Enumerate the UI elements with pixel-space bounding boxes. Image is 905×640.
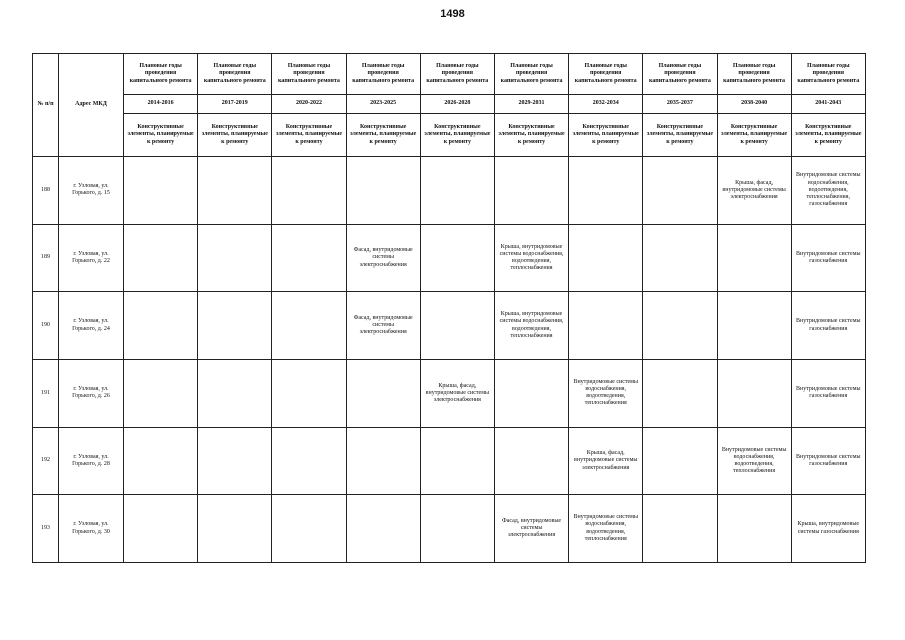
- repair-cell: [494, 427, 568, 495]
- header-elements: Конструктивные элементы, планируемые к ремонту: [494, 114, 568, 157]
- header-planned-years: Плановые годы проведения капитального ремонта: [643, 54, 717, 95]
- row-address: г. Узловая, ул. Горького, д. 15: [59, 157, 124, 225]
- repair-cell: [124, 157, 198, 225]
- row-number: 188: [33, 157, 59, 225]
- header-elements: Конструктивные элементы, планируемые к ремонту: [791, 114, 865, 157]
- row-address: г. Узловая, ул. Горького, д. 26: [59, 359, 124, 427]
- period-2014-2016: 2014-2016: [124, 95, 198, 114]
- repair-cell: Внутридомовые системы газоснабжения: [791, 427, 865, 495]
- header-planned-years: Плановые годы проведения капитального ремонта: [717, 54, 791, 95]
- header-elements: Конструктивные элементы, планируемые к ремонту: [198, 114, 272, 157]
- header-planned-years: Плановые годы проведения капитального ремонта: [494, 54, 568, 95]
- period-2017-2019: 2017-2019: [198, 95, 272, 114]
- repair-cell: [494, 359, 568, 427]
- header-address: Адрес МКД: [59, 54, 124, 157]
- repair-cell: Фасад, внутридомовые системы электроснабжения: [346, 224, 420, 292]
- table-row: [33, 359, 866, 427]
- repair-cell: Фасад, внутридомовые системы электроснабжения: [346, 292, 420, 360]
- period-2020-2022: 2020-2022: [272, 95, 346, 114]
- repair-cell: Внутридомовые системы газоснабжения: [791, 224, 865, 292]
- header-num: № п/п: [33, 54, 59, 157]
- page-number: 1498: [440, 8, 465, 20]
- repair-cell: [420, 495, 494, 563]
- period-2041-2043: 2041-2043: [791, 95, 865, 114]
- row-address: г. Узловая, ул. Горького, д. 22: [59, 224, 124, 292]
- repair-cell: [124, 224, 198, 292]
- repair-cell: Внутридомовые системы газоснабжения: [791, 359, 865, 427]
- repair-cell: [643, 427, 717, 495]
- repair-cell: [198, 157, 272, 225]
- header-planned-years: Плановые годы проведения капитального ремонта: [791, 54, 865, 95]
- repair-cell: [643, 359, 717, 427]
- period-2032-2034: 2032-2034: [569, 95, 643, 114]
- row-number: 191: [33, 359, 59, 427]
- repair-cell: Внутридомовые системы водоснабжения, водоотведения, теплоснабжения: [569, 359, 643, 427]
- header-elements: Конструктивные элементы, планируемые к ремонту: [420, 114, 494, 157]
- table-row: [33, 224, 866, 292]
- repair-cell: [272, 359, 346, 427]
- repair-cell: [717, 495, 791, 563]
- row-address: г. Узловая, ул. Горького, д. 24: [59, 292, 124, 360]
- repair-cell: [420, 224, 494, 292]
- repair-cell: [420, 427, 494, 495]
- table-row: [33, 292, 866, 360]
- repair-cell: [420, 292, 494, 360]
- repair-cell: [643, 292, 717, 360]
- row-number: 189: [33, 224, 59, 292]
- repair-cell: [124, 427, 198, 495]
- header-elements: Конструктивные элементы, планируемые к ремонту: [272, 114, 346, 157]
- header-elements: Конструктивные элементы, планируемые к ремонту: [717, 114, 791, 157]
- repair-cell: Крыша, внутридомовые системы водоснабжения, водоотведения, теплоснабжения: [494, 224, 568, 292]
- repair-cell: Крыша, фасад, внутридомовые системы электроснабжения: [569, 427, 643, 495]
- repair-cell: Крыша, фасад, внутридомовые системы электроснабжения: [717, 157, 791, 225]
- repair-cell: [420, 157, 494, 225]
- header-elements: Конструктивные элементы, планируемые к ремонту: [643, 114, 717, 157]
- repair-cell: Крыша, внутридомовые системы водоснабжения, водоотведения, теплоснабжения: [494, 292, 568, 360]
- repair-cell: [569, 157, 643, 225]
- row-address: г. Узловая, ул. Горького, д. 28: [59, 427, 124, 495]
- repair-cell: [198, 359, 272, 427]
- repair-cell: Внутридомовые системы газоснабжения: [791, 292, 865, 360]
- repair-cell: [717, 292, 791, 360]
- repair-cell: [124, 359, 198, 427]
- repair-cell: Внутридомовые системы водоснабжения, водоотведения, теплоснабжения: [569, 495, 643, 563]
- repair-cell: Внутридомовые системы водоснабжения, водоотведения, теплоснабжения, газоснабжения: [791, 157, 865, 225]
- header-planned-years: Плановые годы проведения капитального ремонта: [420, 54, 494, 95]
- repair-cell: Внутридомовые системы водоснабжения, водоотведения, теплоснабжения: [717, 427, 791, 495]
- repair-cell: Крыша, фасад, внутридомовые системы электроснабжения: [420, 359, 494, 427]
- header-planned-years: Плановые годы проведения капитального ремонта: [124, 54, 198, 95]
- header-elements: Конструктивные элементы, планируемые к ремонту: [346, 114, 420, 157]
- repair-cell: [272, 292, 346, 360]
- repair-cell: Фасад, внутридомовые системы электроснабжения: [494, 495, 568, 563]
- header-planned-years: Плановые годы проведения капитального ремонта: [346, 54, 420, 95]
- header-planned-years: Плановые годы проведения капитального ремонта: [272, 54, 346, 95]
- period-2029-2031: 2029-2031: [494, 95, 568, 114]
- row-address: г. Узловая, ул. Горького, д. 30: [59, 495, 124, 563]
- period-2023-2025: 2023-2025: [346, 95, 420, 114]
- header-elements: Конструктивные элементы, планируемые к ремонту: [124, 114, 198, 157]
- repair-cell: [124, 292, 198, 360]
- header-planned-years: Плановые годы проведения капитального ремонта: [198, 54, 272, 95]
- repair-cell: [643, 495, 717, 563]
- repair-cell: [569, 292, 643, 360]
- repair-cell: [272, 427, 346, 495]
- repair-cell: [717, 359, 791, 427]
- repair-cell: Крыша, внутридомовые системы газоснабжения: [791, 495, 865, 563]
- repair-cell: [346, 495, 420, 563]
- table-row: [33, 495, 866, 563]
- header-planned-years: Плановые годы проведения капитального ремонта: [569, 54, 643, 95]
- table-row: [33, 427, 866, 495]
- repair-cell: [198, 224, 272, 292]
- repair-cell: [272, 157, 346, 225]
- repair-cell: [346, 157, 420, 225]
- repair-cell: [717, 224, 791, 292]
- period-2038-2040: 2038-2040: [717, 95, 791, 114]
- row-number: 193: [33, 495, 59, 563]
- row-number: 192: [33, 427, 59, 495]
- row-number: 190: [33, 292, 59, 360]
- repair-cell: [198, 427, 272, 495]
- repair-cell: [643, 157, 717, 225]
- repair-cell: [272, 495, 346, 563]
- header-elements: Конструктивные элементы, планируемые к ремонту: [569, 114, 643, 157]
- repair-cell: [346, 427, 420, 495]
- period-2026-2028: 2026-2028: [420, 95, 494, 114]
- repair-cell: [569, 224, 643, 292]
- repair-cell: [124, 495, 198, 563]
- period-2035-2037: 2035-2037: [643, 95, 717, 114]
- repair-cell: [494, 157, 568, 225]
- repair-cell: [198, 495, 272, 563]
- repair-cell: [272, 224, 346, 292]
- capital-repair-table: [32, 53, 866, 563]
- table-row: [33, 157, 866, 225]
- repair-cell: [198, 292, 272, 360]
- repair-cell: [643, 224, 717, 292]
- repair-cell: [346, 359, 420, 427]
